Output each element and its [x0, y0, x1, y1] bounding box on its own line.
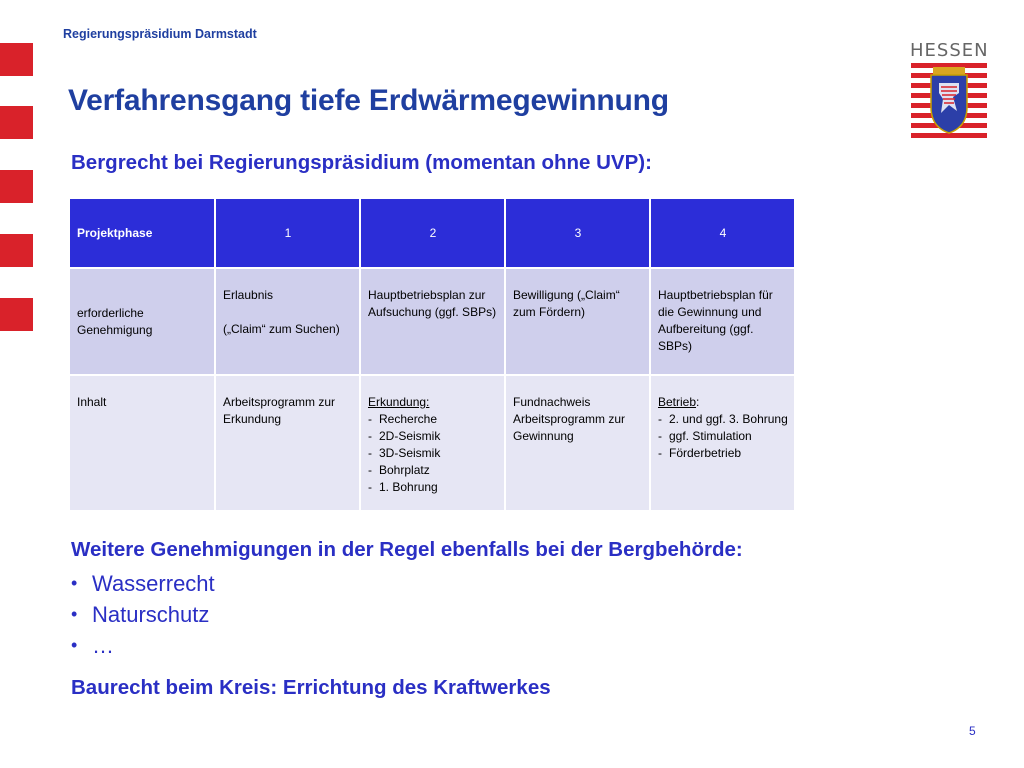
table-header-cell: 3	[506, 199, 649, 267]
cell-heading: Erkundung:	[368, 395, 430, 409]
section-heading-building-law: Baurecht beim Kreis: Errichtung des Kraftwerkes	[71, 676, 551, 699]
bullet-icon: •	[71, 604, 78, 624]
cell-text: Erlaubnis	[223, 288, 274, 302]
hessen-coat-of-arms-icon	[911, 63, 987, 139]
section-heading-further-permits: Weitere Genehmigungen in der Regel ebenfalls bei der Bergbehörde:	[71, 538, 743, 561]
list-item: - 2D-Seismik	[368, 428, 498, 445]
list-item: - ggf. Stimulation	[658, 428, 788, 445]
table-row	[70, 376, 794, 510]
organization-name: Regierungspräsidium Darmstadt	[63, 27, 257, 41]
dash-list	[658, 411, 788, 462]
hessen-logo-text: HESSEN	[910, 40, 989, 61]
accent-bar	[0, 234, 33, 267]
list-item: - Förderbetrieb	[658, 445, 788, 462]
bullet-text: Naturschutz	[92, 602, 210, 627]
table-header-cell: 1	[216, 199, 359, 267]
table-cell	[216, 269, 359, 374]
bullet-text: …	[92, 633, 114, 658]
table-cell	[506, 376, 649, 510]
table-header-cell: Projektphase	[70, 199, 214, 267]
dash-list	[368, 411, 498, 496]
procedure-table	[68, 197, 796, 512]
page-title: Verfahrensgang tiefe Erdwärmegewinnung	[68, 84, 669, 117]
page-number: 5	[969, 724, 976, 738]
row-label-genehmigung: erforderliche Genehmigung	[70, 269, 214, 374]
table-cell	[361, 376, 504, 510]
table-cell: Hauptbetriebsplan zur Aufsuchung (ggf. SBPs)	[361, 269, 504, 374]
list-item: - Recherche	[368, 411, 498, 428]
bullet-text: Wasserrecht	[92, 571, 215, 596]
accent-bar	[0, 170, 33, 203]
table-header-row	[70, 199, 794, 267]
row-label-inhalt: Inhalt	[70, 376, 214, 510]
cell-heading-colon: :	[696, 395, 700, 409]
accent-bar	[0, 43, 33, 76]
cell-text: („Claim“ zum Suchen)	[223, 322, 340, 336]
list-item: - 1. Bohrung	[368, 479, 498, 496]
cell-heading: Betrieb	[658, 395, 697, 409]
cell-text: Fundnachweis	[513, 395, 591, 409]
bullet-item	[71, 599, 215, 630]
list-item: - Bohrplatz	[368, 462, 498, 479]
bullet-list	[71, 568, 215, 661]
bullet-icon: •	[71, 573, 78, 593]
list-item: - 2. und ggf. 3. Bohrung	[658, 411, 788, 428]
table-header-cell: 2	[361, 199, 504, 267]
table-cell: Bewilligung („Claim“ zum Fördern)	[506, 269, 649, 374]
bullet-item	[71, 630, 215, 661]
accent-bar	[0, 106, 33, 139]
table-cell: Hauptbetriebsplan für die Gewinnung und Aufbereitung (ggf. SBPs)	[651, 269, 794, 374]
table-header-cell: 4	[651, 199, 794, 267]
section-subtitle: Bergrecht bei Regierungspräsidium (momentan ohne UVP):	[71, 151, 652, 174]
bullet-item	[71, 568, 215, 599]
table-cell	[651, 376, 794, 510]
bullet-icon: •	[71, 635, 78, 655]
list-item: - 3D-Seismik	[368, 445, 498, 462]
cell-text: Arbeitsprogramm zur Gewinnung	[513, 412, 626, 443]
table-cell: Arbeitsprogramm zur Erkundung	[216, 376, 359, 510]
table-row	[70, 269, 794, 374]
accent-bar	[0, 298, 33, 331]
